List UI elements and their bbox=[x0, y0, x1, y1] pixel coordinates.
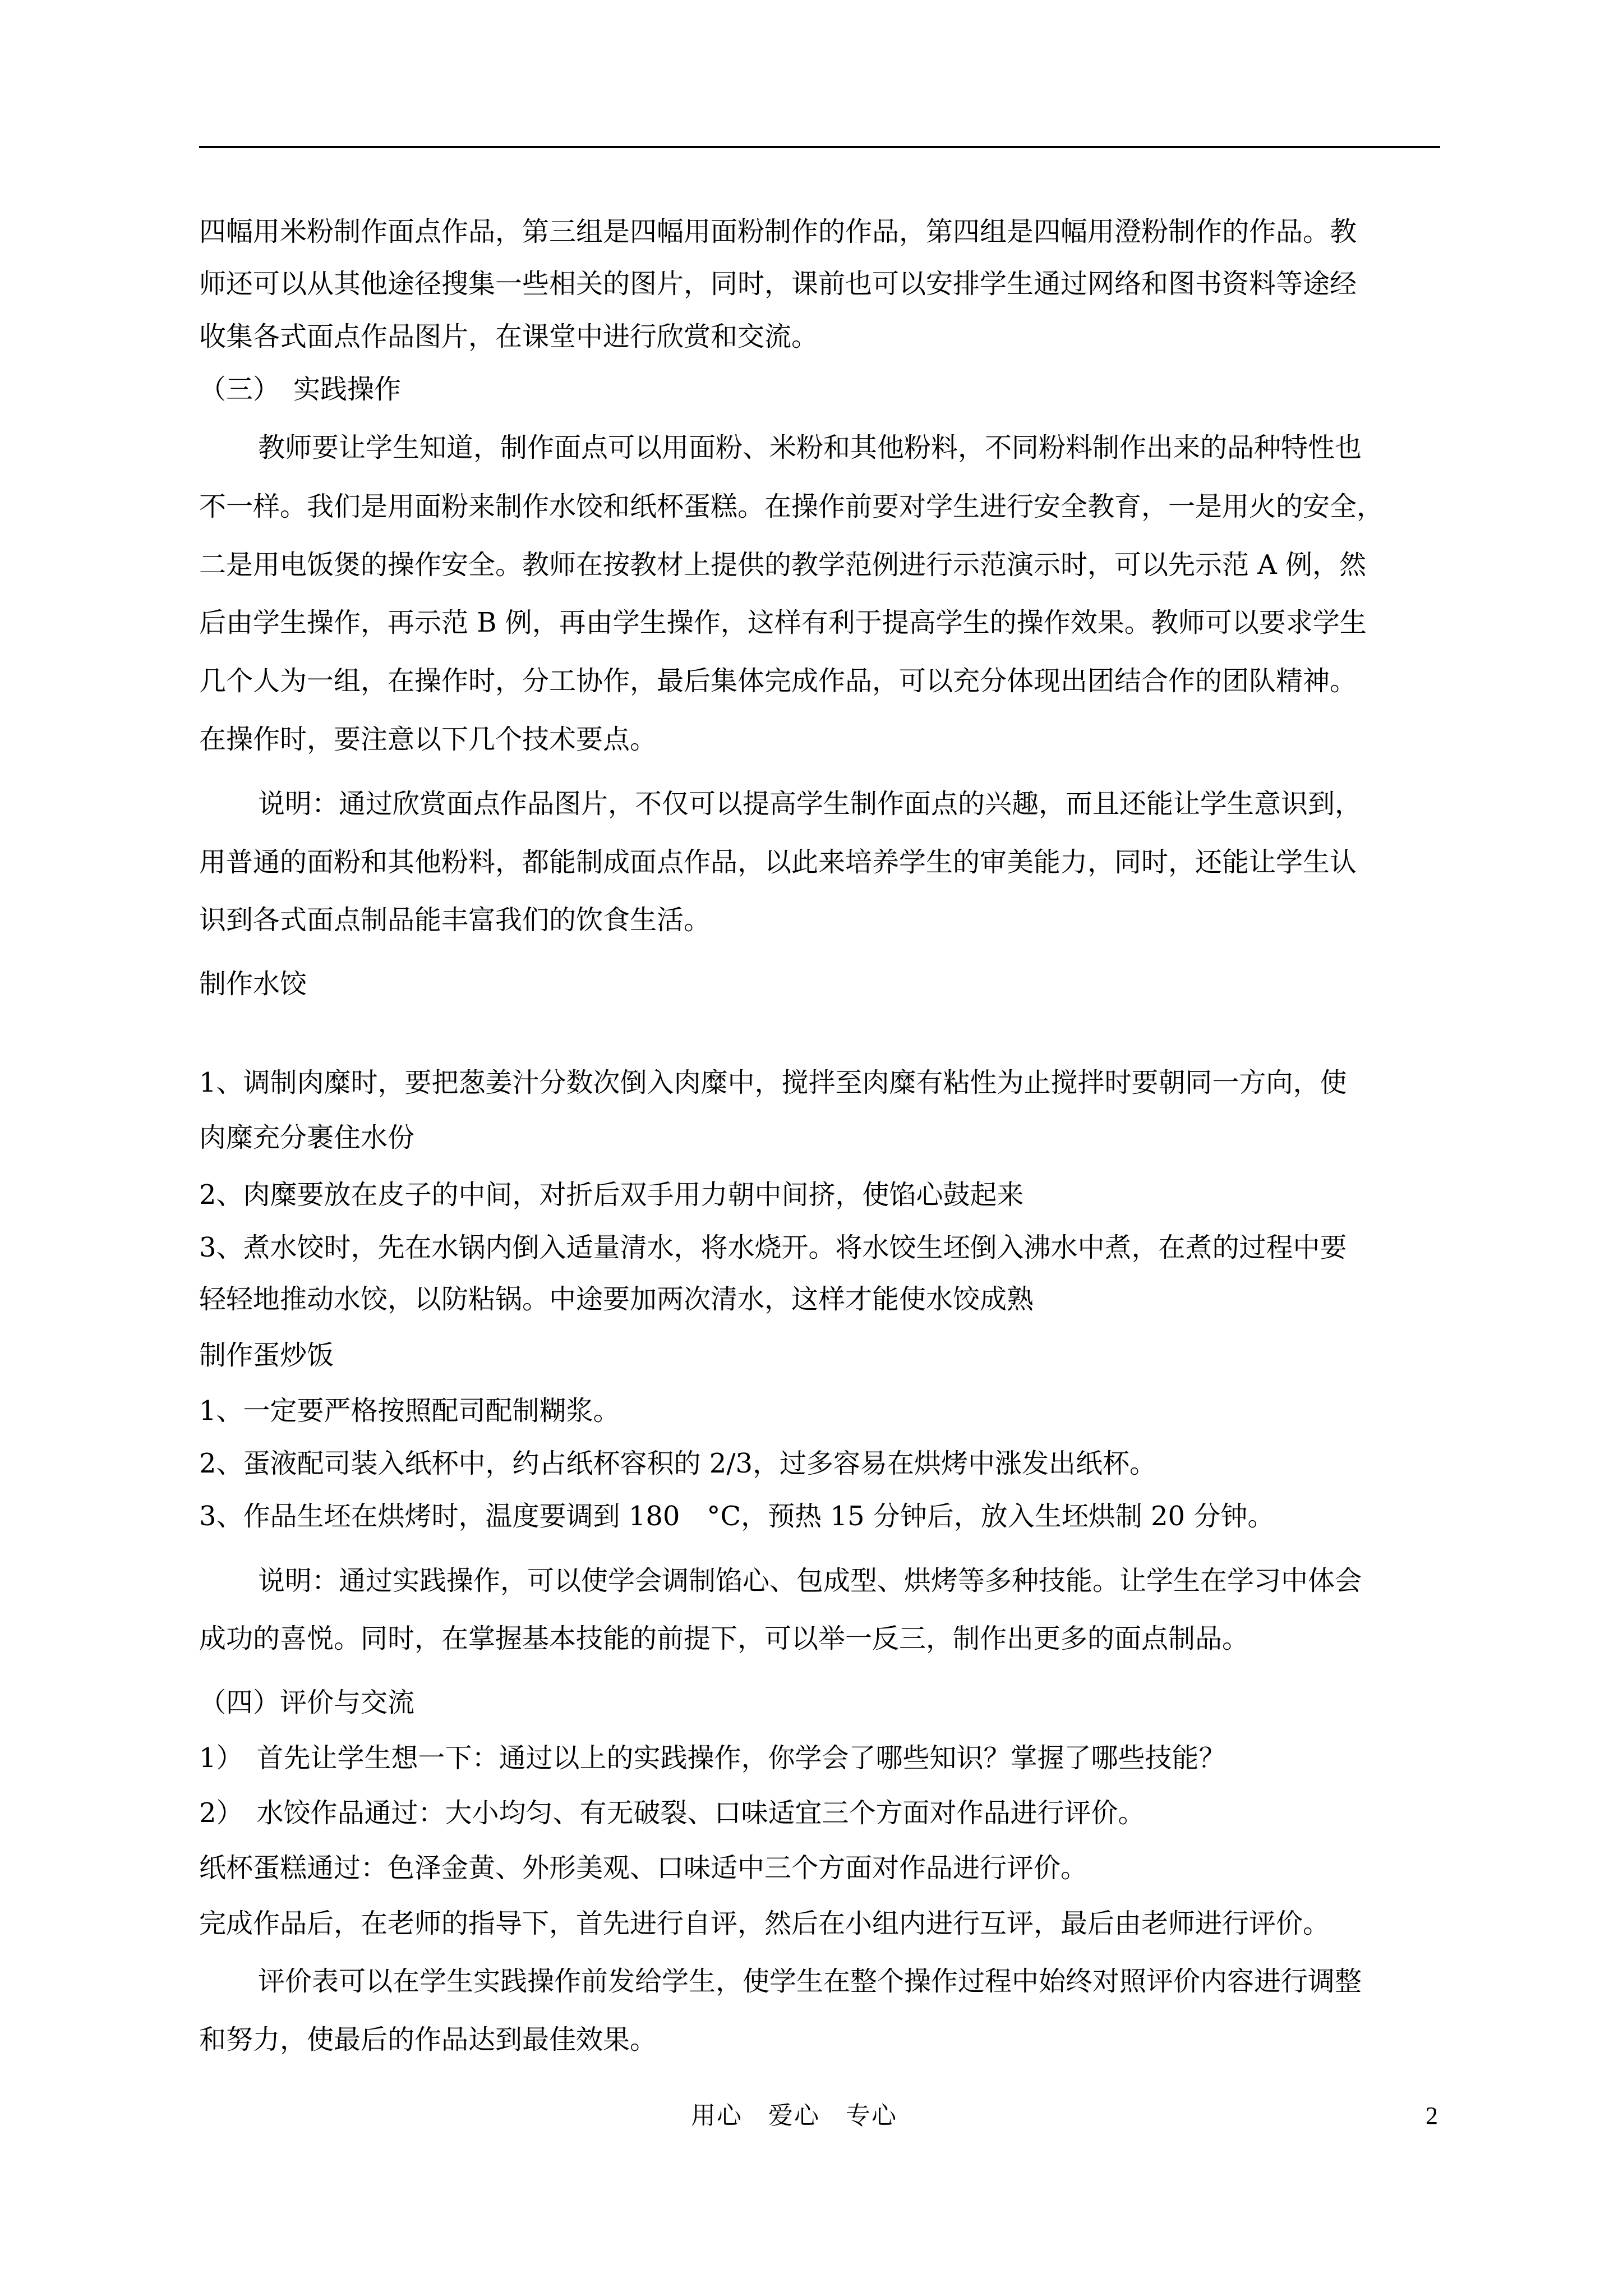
text-line: 师还可以从其他途径搜集一些相关的图片，同时，课前也可以安排学生通过网络和图书资料等途经 bbox=[199, 268, 1357, 300]
text-line: 在操作时，要注意以下几个技术要点。 bbox=[199, 724, 657, 755]
text-line: 轻轻地推动水饺，以防粘锅。中途要加两次清水，这样才能使水饺成熟 bbox=[199, 1283, 1034, 1315]
text-line: 不一样。我们是用面粉来制作水饺和纸杯蛋糕。在操作前要对学生进行安全教育，一是用火的安全， bbox=[199, 491, 1384, 522]
text-line: 二是用电饭煲的操作安全。教师在按教材上提供的教学范例进行示范演示时，可以先示范 A 例，然 bbox=[199, 549, 1367, 581]
text-line: 2、肉糜要放在皮子的中间，对折后双手用力朝中间挤，使馅心鼓起来 bbox=[199, 1179, 1024, 1211]
text-line: 评价表可以在学生实践操作前发给学生，使学生在整个操作过程中始终对照评价内容进行调整 bbox=[258, 1966, 1362, 1997]
text-line: 2、蛋液配司装入纸杯中，约占纸杯容积的 2/3，过多容易在烘烤中涨发出纸杯。 bbox=[199, 1448, 1157, 1479]
subheading: 制作水饺 bbox=[199, 968, 307, 1000]
text-line: 和努力，使最后的作品达到最佳效果。 bbox=[199, 2024, 657, 2055]
text-line: 说明：通过实践操作，可以使学会调制馅心、包成型、烘烤等多种技能。让学生在学习中体会 bbox=[258, 1565, 1362, 1596]
section-heading: （四）评价与交流 bbox=[199, 1687, 415, 1718]
text-line: 后由学生操作，再示范 B 例，再由学生操作，这样有利于提高学生的操作效果。教师可以要求学生 bbox=[199, 607, 1367, 638]
text-line: 四幅用米粉制作面点作品，第三组是四幅用面粉制作的作品，第四组是四幅用澄粉制作的作品。教 bbox=[199, 216, 1357, 247]
section-heading: （三） 实践操作 bbox=[199, 374, 402, 405]
text-line: 完成作品后，在老师的指导下，首先进行自评，然后在小组内进行互评，最后由老师进行评价。 bbox=[199, 1908, 1330, 1939]
text-line: 纸杯蛋糕通过：色泽金黄、外形美观、口味适中三个方面对作品进行评价。 bbox=[199, 1852, 1088, 1884]
page-number: 2 bbox=[1426, 2102, 1438, 2129]
subheading: 制作蛋炒饭 bbox=[199, 1340, 334, 1371]
text-line: 1、调制肉糜时，要把葱姜汁分数次倒入肉糜中，搅拌至肉糜有粘性为止搅拌时要朝同一方向，使 bbox=[199, 1067, 1347, 1098]
footer-motto: 用心 爱心 专心 bbox=[691, 2101, 897, 2130]
text-line: 成功的喜悦。同时，在掌握基本技能的前提下，可以举一反三，制作出更多的面点制品。 bbox=[199, 1623, 1249, 1654]
text-line: 2） 水饺作品通过：大小均匀、有无破裂、口味适宜三个方面对作品进行评价。 bbox=[199, 1797, 1145, 1829]
text-line: 用普通的面粉和其他粉料，都能制成面点作品，以此来培养学生的审美能力，同时，还能让学生认 bbox=[199, 846, 1357, 878]
text-line: 3、煮水饺时，先在水锅内倒入适量清水，将水烧开。将水饺生坯倒入沸水中煮，在煮的过程中要 bbox=[199, 1232, 1347, 1263]
text-line: 肉糜充分裹住水份 bbox=[199, 1122, 415, 1153]
text-line: 1、一定要严格按照配司配制糊浆。 bbox=[199, 1395, 620, 1427]
text-line: 几个人为一组，在操作时，分工协作，最后集体完成作品，可以充分体现出团结合作的团队精神。 bbox=[199, 665, 1357, 697]
text-line: 识到各式面点制品能丰富我们的饮食生活。 bbox=[199, 904, 711, 936]
text-line: 说明：通过欣赏面点作品图片，不仅可以提高学生制作面点的兴趣，而且还能让学生意识到， bbox=[258, 788, 1362, 820]
text-line: 3、作品生坯在烘烤时，温度要调到 180 °C，预热 15 分钟后，放入生坯烘制 20 分钟。 bbox=[199, 1501, 1275, 1532]
text-line: 收集各式面点作品图片，在课堂中进行欣赏和交流。 bbox=[199, 321, 819, 352]
text-line: 1） 首先让学生想一下：通过以上的实践操作，你学会了哪些知识？掌握了哪些技能？ bbox=[199, 1742, 1226, 1774]
text-line: 教师要让学生知道，制作面点可以用面粉、米粉和其他粉料，不同粉料制作出来的品种特性也 bbox=[258, 432, 1362, 463]
header-rule bbox=[199, 146, 1440, 148]
